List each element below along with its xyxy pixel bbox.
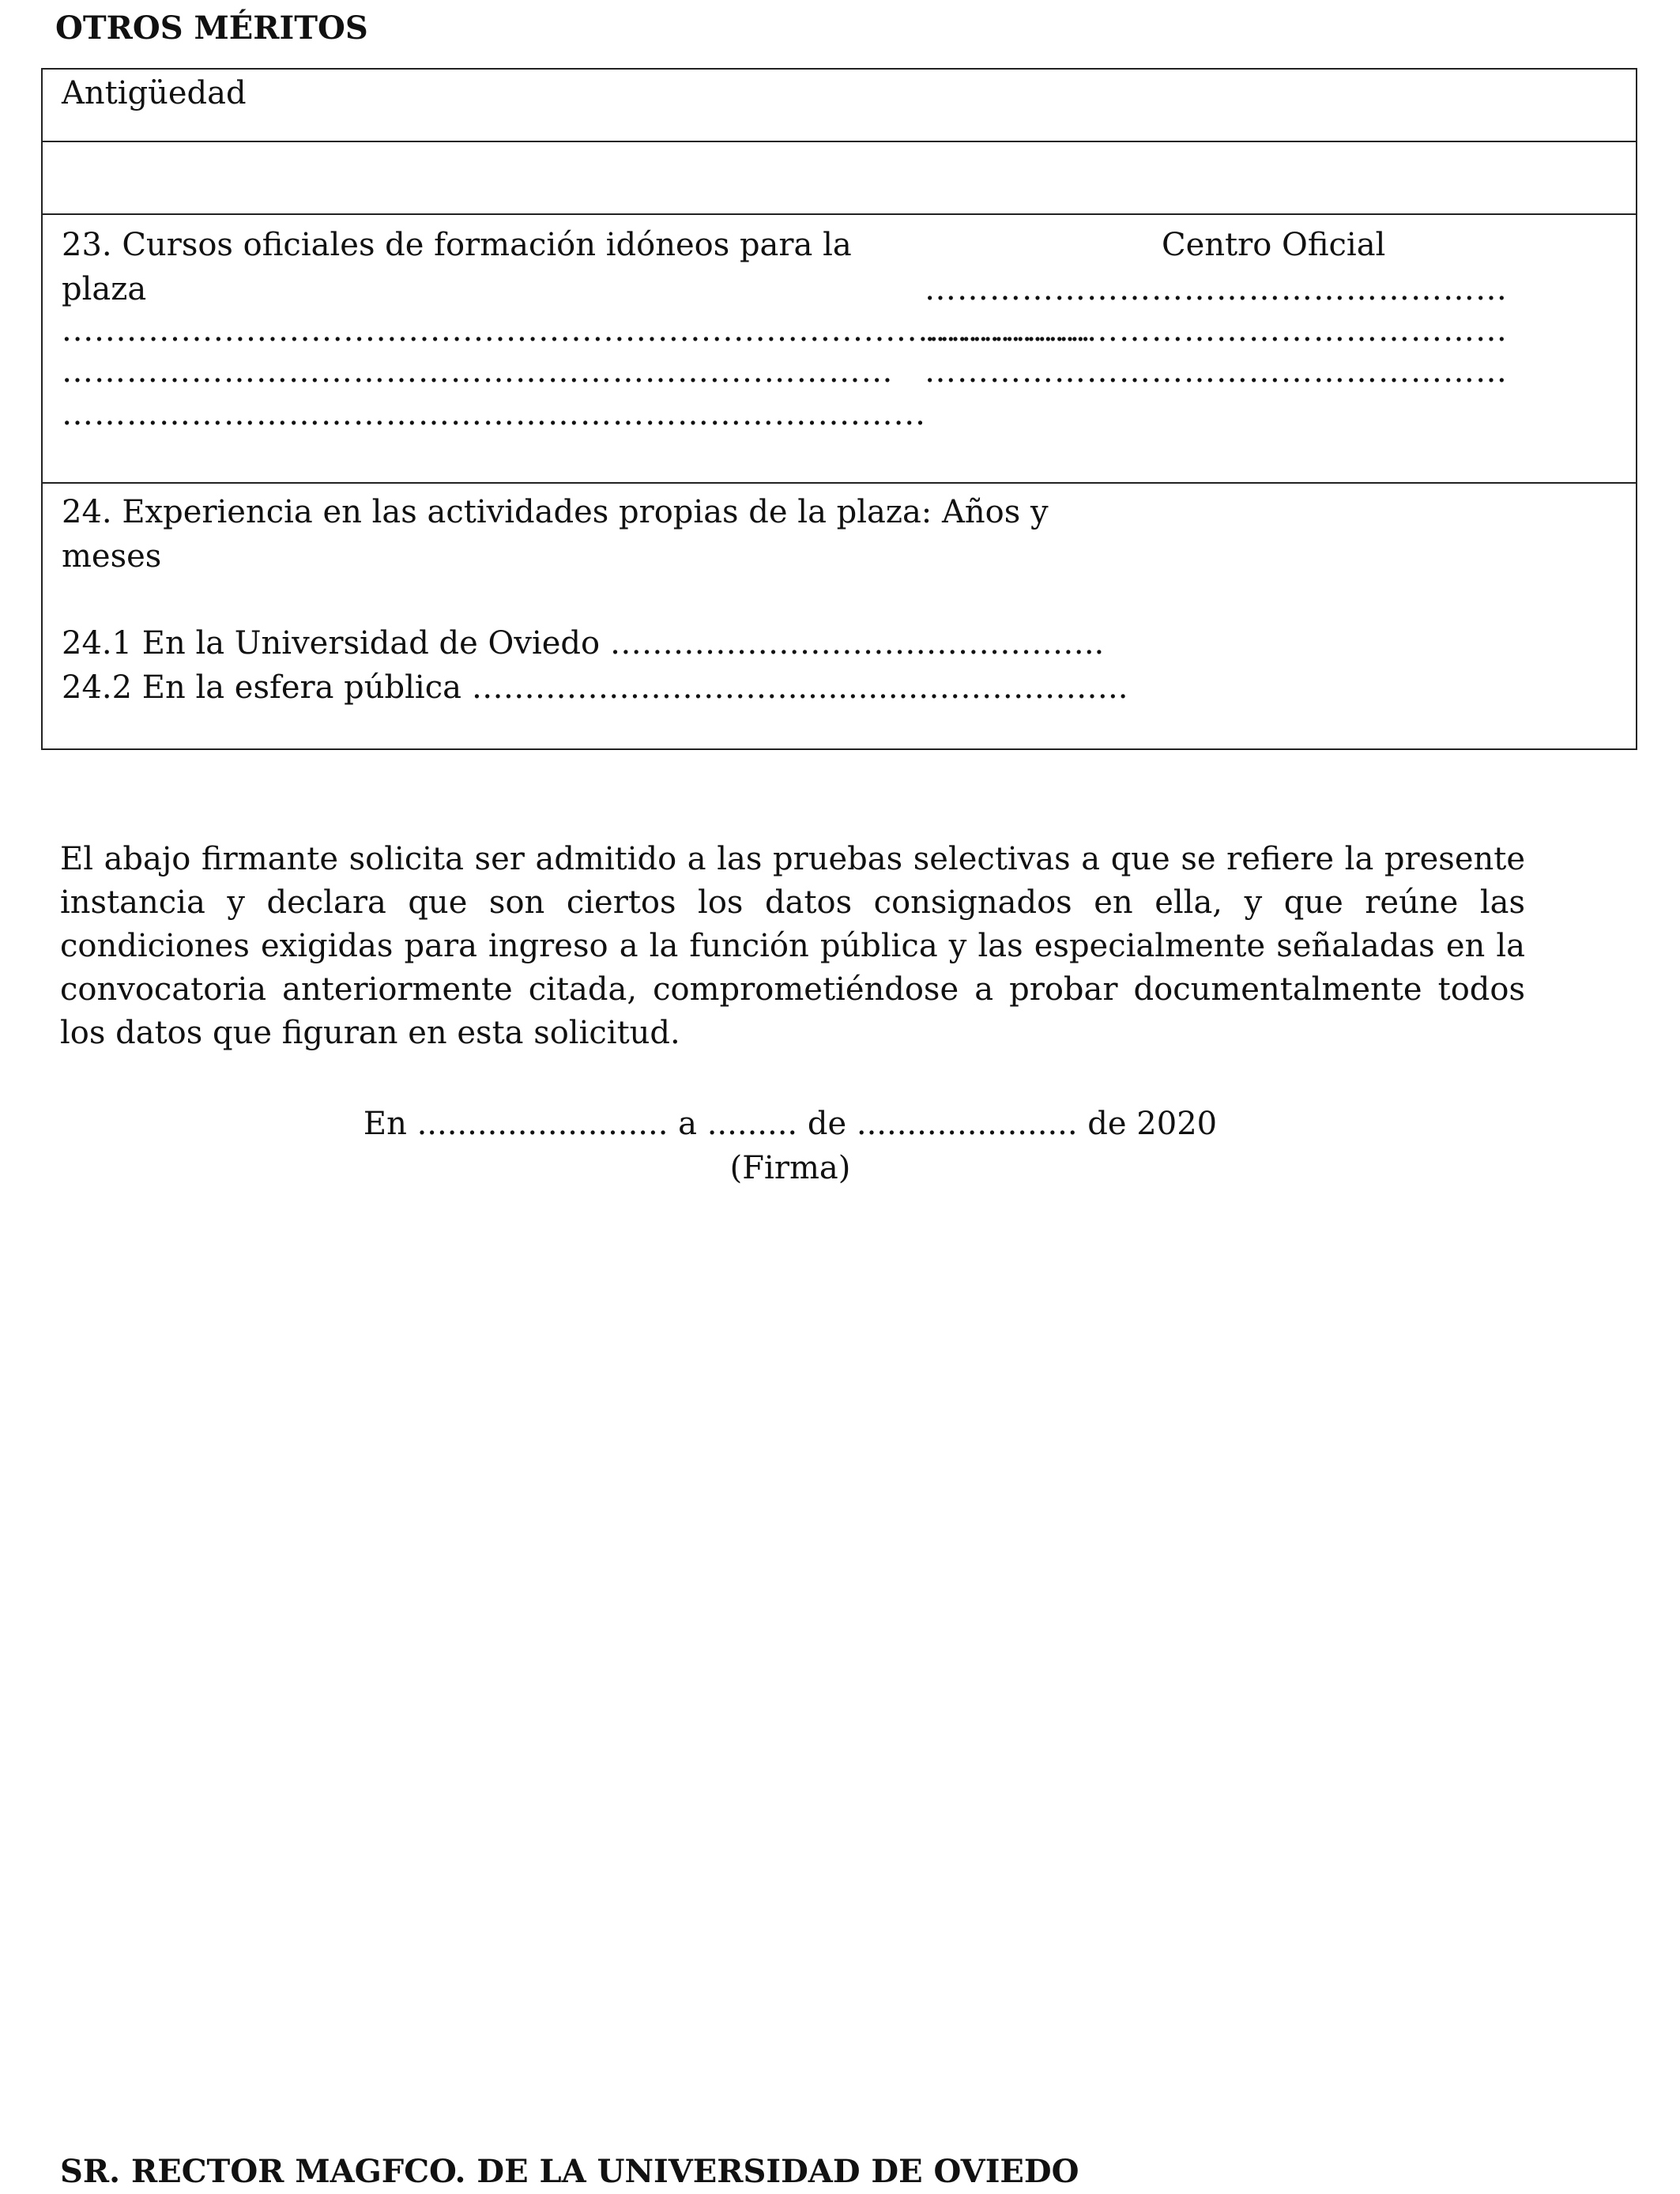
cursos-row bbox=[43, 213, 1636, 482]
signature-label: (Firma) bbox=[729, 1150, 851, 1186]
item-esfera-publica-dots[interactable]: ………………………….............……………….. bbox=[471, 669, 1128, 706]
experiencia-label-line2: meses bbox=[62, 538, 162, 575]
item-esfera-publica-label: 24.2 En la esfera pública bbox=[62, 669, 461, 706]
addressee: SR. RECTOR MAGFCO. DE LA UNIVERSIDAD DE OVIEDO bbox=[60, 2153, 1079, 2190]
experiencia-item-universidad bbox=[62, 621, 1104, 665]
cursos-dots-line[interactable]: …………………………………………………………........…... bbox=[62, 396, 926, 432]
date-line[interactable]: En ......................... a ......... de ...................... de 2020 bbox=[363, 1106, 1218, 1142]
cursos-label-line2: plaza bbox=[62, 271, 147, 307]
cursos-dots-line[interactable]: …………………………………………………….....………… bbox=[62, 353, 894, 390]
centro-oficial-label: Centro Oficial bbox=[1162, 227, 1386, 263]
antiguedad-label: Antigüedad bbox=[62, 75, 247, 111]
section-title: OTROS MÉRITOS bbox=[55, 9, 368, 47]
declaration-paragraph: El abajo firmante solicita ser admitido a las pruebas selectivas a que se refiere la presente instancia y declara que son ciertos los datos consignados en ella, y que reúne las condiciones exigidas para ingreso a la función pública y las especialmente señaladas en la convocatoria anteriormente citada, comprometiéndose a probar documentalmente todos los datos que figuran en esta solicitud. bbox=[60, 841, 1525, 1051]
cursos-label-line1: 23. Cursos oficiales de formación idóneos para la bbox=[62, 227, 852, 263]
experiencia-label-line1: 24. Experiencia en las actividades propias de la plaza: Años y bbox=[62, 494, 1049, 530]
cursos-dots-line[interactable]: ............................................................................................... bbox=[62, 312, 1091, 349]
antiguedad-row bbox=[43, 70, 1636, 141]
item-universidad-label: 24.1 En la Universidad de Oviedo bbox=[62, 625, 601, 662]
centro-dots-line[interactable]: ……………………………………………… bbox=[925, 353, 1508, 390]
antiguedad-value-row[interactable] bbox=[43, 141, 1636, 213]
merits-table bbox=[41, 68, 1637, 750]
item-universidad-dots[interactable]: ……………………………………….. bbox=[609, 625, 1105, 662]
centro-dots-line[interactable]: ……………………………………………… bbox=[925, 312, 1508, 349]
experiencia-item-esfera-publica bbox=[62, 665, 1128, 710]
centro-dots-line[interactable]: ……………………………………………… bbox=[925, 271, 1508, 307]
experiencia-row bbox=[43, 482, 1636, 750]
